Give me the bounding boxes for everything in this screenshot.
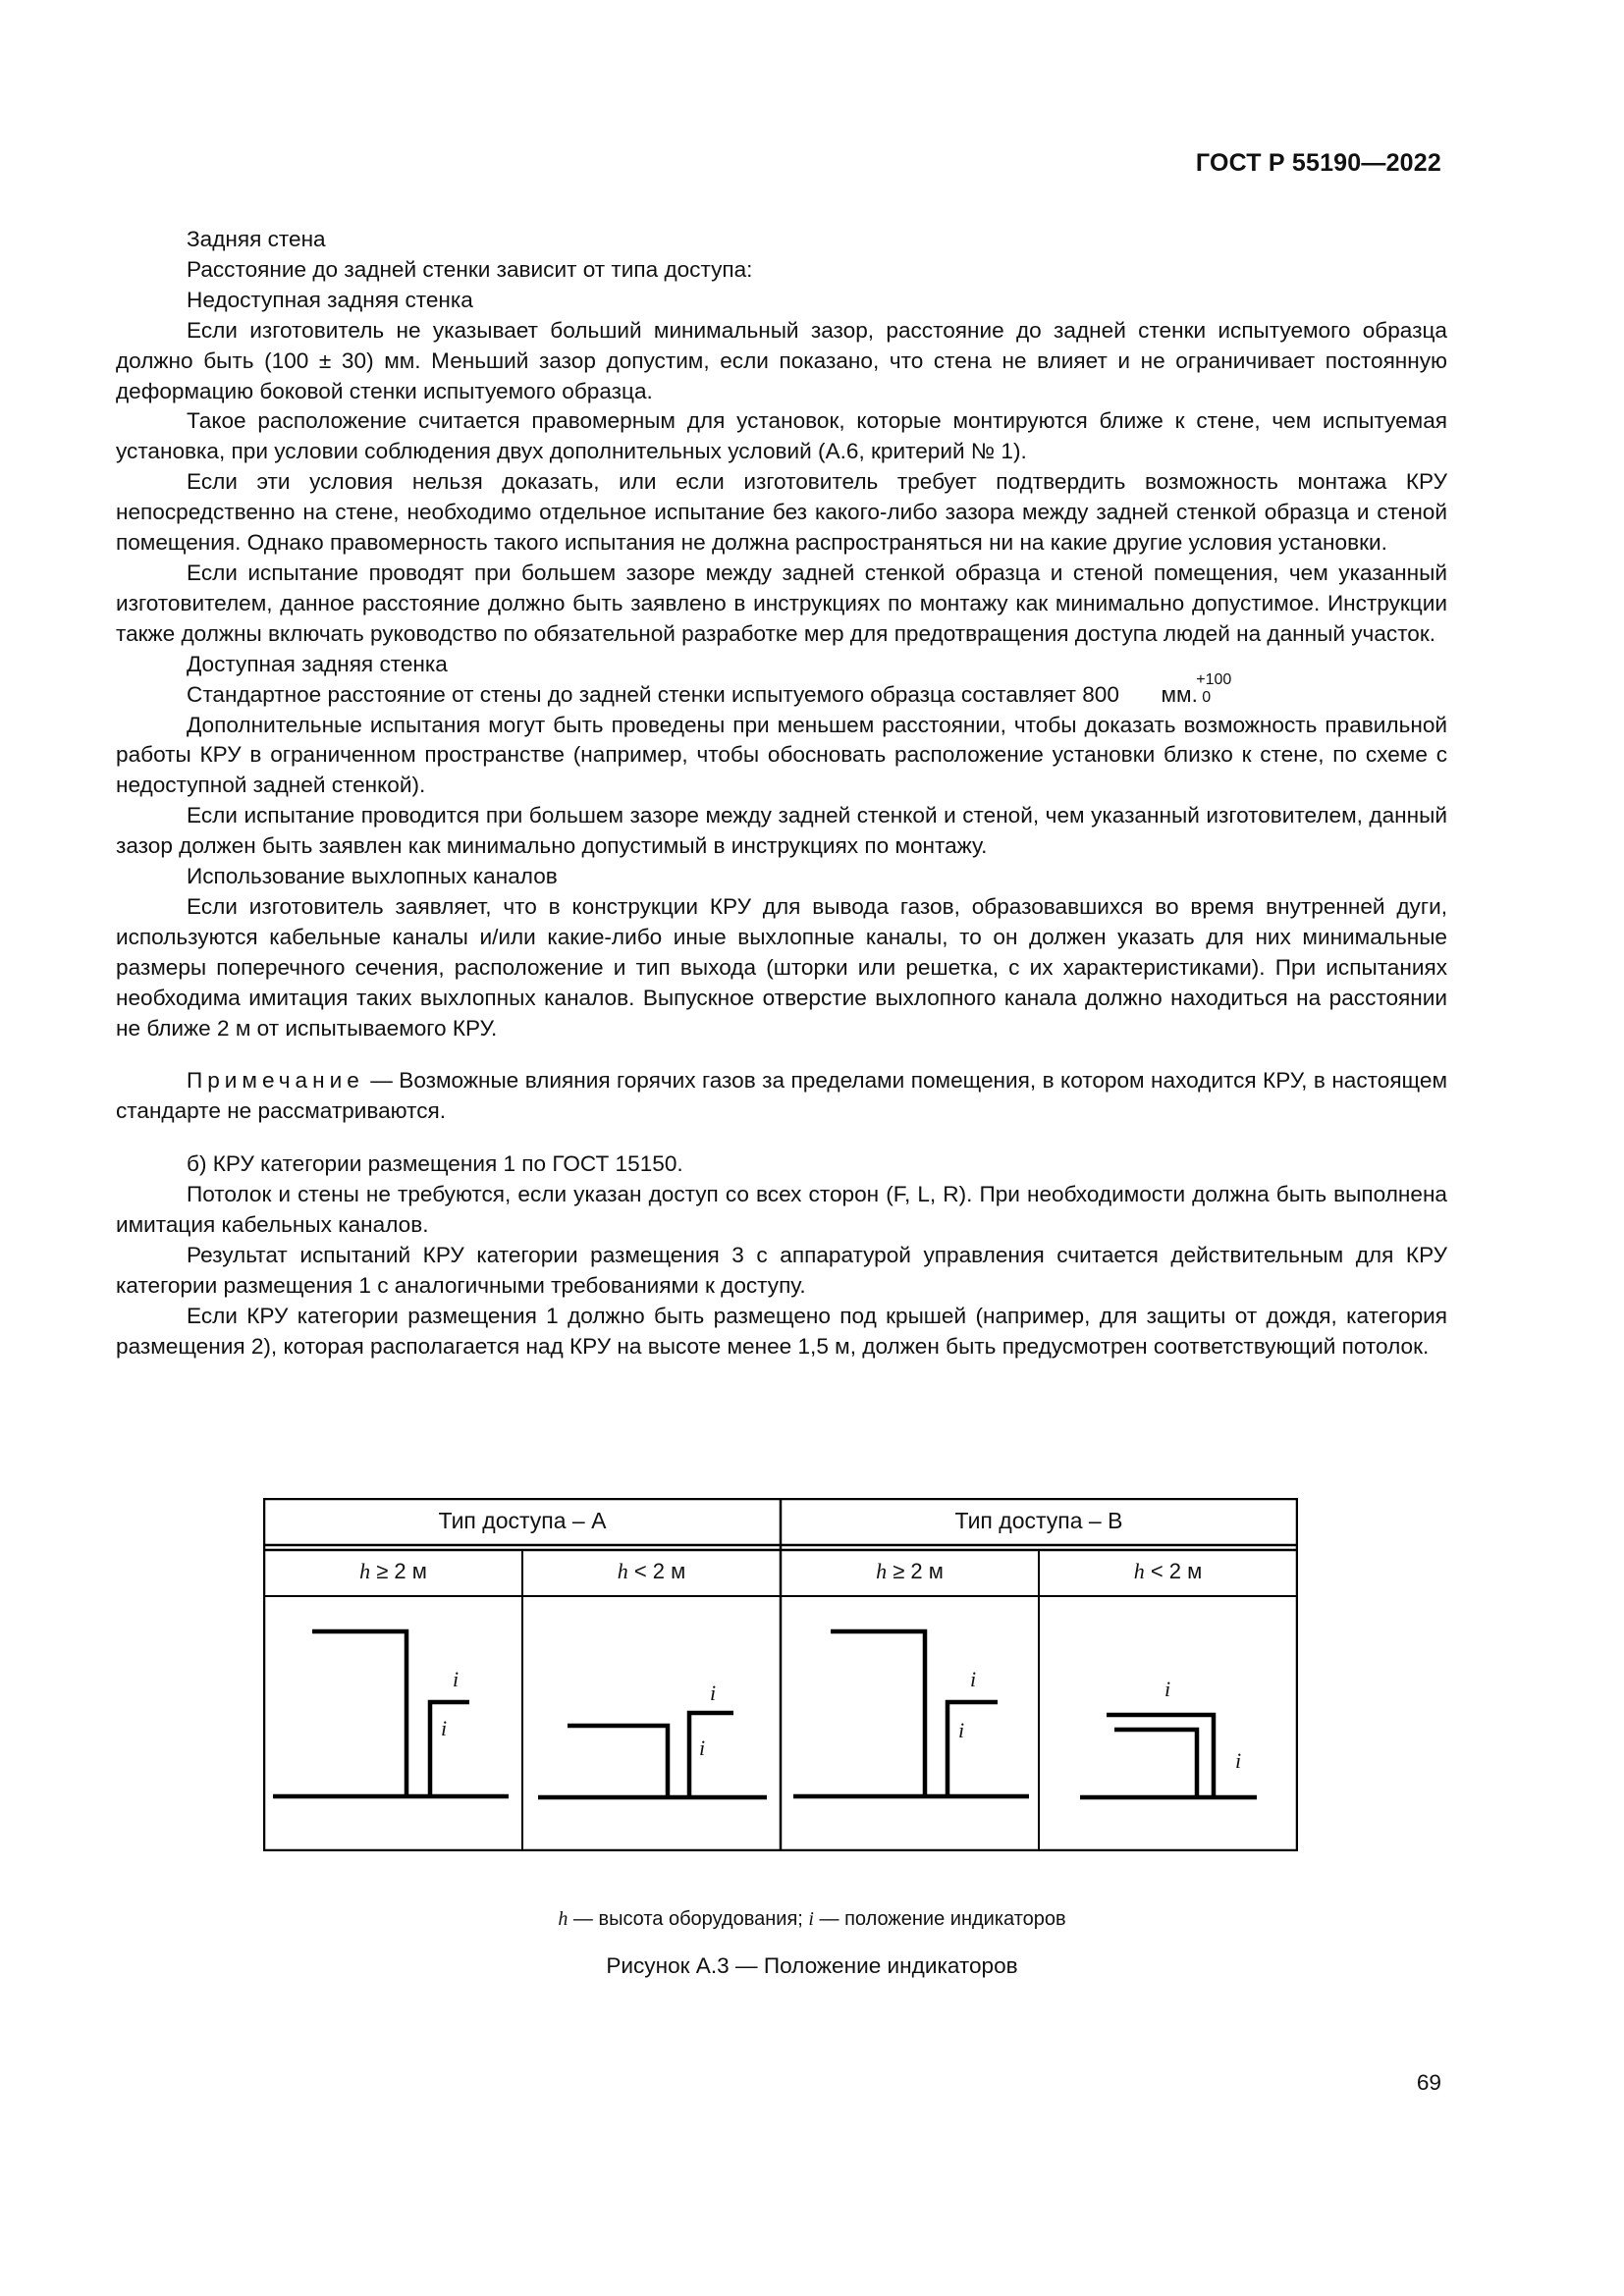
indicator-mount bbox=[430, 1702, 469, 1796]
paragraph: Такое расположение считается правомерным для установок, которые монтируются ближе к стене, чем испытуемая установка, при условии соблюдения двух дополнительных условий (А.6, критерий № 1). bbox=[116, 408, 1447, 464]
legend-i: i bbox=[808, 1908, 814, 1930]
paragraph: б) КРУ категории размещения 1 по ГОСТ 15150. bbox=[187, 1151, 683, 1177]
height-variable: h bbox=[359, 1559, 371, 1583]
equipment-outline bbox=[312, 1631, 406, 1796]
indicator-mount bbox=[947, 1702, 998, 1796]
tolerance-lower: 0 bbox=[1202, 688, 1212, 706]
indicator-label: i bbox=[970, 1667, 977, 1691]
figure-drawing bbox=[263, 1498, 1298, 1851]
paragraph: Если КРУ категории размещения 1 должно быть размещено под крышей (например, для защиты от дождя, категория размещения 2), которая располагается над КРУ на высоте менее 1,5 м, должен быть предусмотрен соответствующий потолок. bbox=[116, 1303, 1447, 1359]
equipment-outline bbox=[568, 1726, 668, 1797]
document-standard-number: ГОСТ Р 55190—2022 bbox=[1195, 149, 1441, 177]
figure-legend bbox=[0, 1908, 1624, 1931]
indicator-position-figure bbox=[263, 1498, 1298, 1851]
indicator-label: i bbox=[441, 1716, 448, 1740]
paragraph: Использование выхлопных каналов bbox=[187, 864, 558, 889]
access-type-a-header: Тип доступа – А bbox=[438, 1508, 607, 1533]
access-type-b-header: Тип доступа – В bbox=[954, 1508, 1123, 1533]
paragraph: Расстояние до задней стенки зависит от типа доступа: bbox=[187, 256, 753, 282]
paragraph: Если испытание проводится при большем зазоре между задней стенкой и стеной, чем указанный изготовителем, данный зазор должен быть заявлен как минимально допустимый в инструкциях по монтажу. bbox=[116, 803, 1447, 859]
indicator-label: i bbox=[453, 1667, 460, 1691]
standard-distance-text: Стандартное расстояние от стены до задней стенки испытуемого образца составляет 800 bbox=[187, 681, 1119, 707]
condition-text: < 2 м bbox=[1144, 1559, 1203, 1583]
indicator-label: i bbox=[1164, 1677, 1171, 1701]
paragraph: Доступная задняя стенка bbox=[187, 651, 448, 676]
paragraph: Недоступная задняя стенка bbox=[187, 287, 473, 312]
figure-caption: Рисунок А.3 — Положение индикаторов bbox=[606, 1953, 1018, 1978]
height-variable: h bbox=[617, 1559, 628, 1583]
paragraph-standard-distance bbox=[116, 670, 1447, 711]
indicator-label: i bbox=[699, 1735, 706, 1760]
paragraph: Если изготовитель не указывает больший минимальный зазор, расстояние до задней стенки испытуемого образца должно быть (100 ± 30) мм. Меньший зазор допустим, если показано, что стена не влияет и не ограничивает постоянную деформацию боковой стенки испытуемого образца. bbox=[116, 317, 1447, 403]
tolerance-upper: +100 bbox=[1196, 670, 1232, 688]
legend-text: — положение индикаторов bbox=[813, 1908, 1066, 1930]
legend-text: — высота оборудования; bbox=[568, 1908, 809, 1930]
paragraph: Результат испытаний КРУ категории размещения 3 с аппаратурой управления считается действительным для КРУ категории размещения 1 с аналогичными требованиями к доступу. bbox=[116, 1243, 1447, 1298]
indicator-label: i bbox=[710, 1681, 717, 1705]
paragraph: Задняя стена bbox=[187, 227, 326, 251]
paragraph: Потолок и стены не требуются, если указан доступ со всех сторон (F, L, R). При необходимости должна быть выполнена имитация кабельных каналов. bbox=[116, 1182, 1447, 1238]
height-variable: h bbox=[1133, 1559, 1145, 1583]
paragraph: Если эти условия нельзя доказать, или если изготовитель требует подтвердить возможность монтажа КРУ непосредственно на стене, необходимо отдельное испытание без какого-либо зазора между задней стенкой образца и стеной помещения. Однако правомерность такого испытания не должна распространяться ни на какие другие условия установки. bbox=[116, 469, 1447, 556]
condition-text: < 2 м bbox=[627, 1559, 686, 1583]
page-number: 69 bbox=[1416, 2070, 1441, 2095]
paragraph: Если изготовитель заявляет, что в конструкции КРУ для вывода газов, образовавшихся во время внутренней дуги, используются кабельные каналы и/или какие-либо иные выхлопные каналы, то он должен указать для них минимальные размеры поперечного сечения, расположение и тип выхода (шторки или решетка, с их характеристиками). При испытаниях необходима имитация таких выхлопных каналов. Выпускное отверстие выхлопного канала должно находиться на расстоянии не ближе 2 м от испытываемого КРУ. bbox=[116, 893, 1447, 1041]
equipment-outline bbox=[1114, 1730, 1197, 1797]
indicator-mount bbox=[689, 1713, 733, 1797]
indicator-label: i bbox=[1235, 1748, 1242, 1773]
standard-distance-unit: мм. bbox=[1161, 681, 1198, 707]
condition-text: ≥ 2 м bbox=[370, 1559, 427, 1583]
condition-a-ge bbox=[264, 1559, 522, 1584]
note-label: Примечание bbox=[187, 1068, 364, 1094]
legend-h: h bbox=[558, 1908, 568, 1930]
paragraph: Дополнительные испытания могут быть проведены при меньшем расстоянии, чтобы доказать возможность правильной работы КРУ в ограниченном пространстве (например, чтобы обосновать расположение установки близко к стене, по схеме с недоступной задней стенкой). bbox=[116, 712, 1447, 798]
condition-a-lt bbox=[522, 1559, 781, 1584]
condition-text: ≥ 2 м bbox=[887, 1559, 944, 1583]
condition-b-ge bbox=[781, 1559, 1039, 1584]
height-variable: h bbox=[876, 1559, 888, 1583]
note-text: — Возможные влияния горячих газов за пределами помещения, в котором находится КРУ, в настоящем стандарте не рассматриваются. bbox=[116, 1068, 1447, 1124]
indicator-label: i bbox=[958, 1718, 965, 1742]
condition-b-lt bbox=[1039, 1559, 1297, 1584]
paragraph: Если испытание проводят при большем зазоре между задней стенкой образца и стеной помещения, чем указанный изготовителем, данное расстояние должно быть заявлено в инструкциях по монтажу как минимально допустимое. Инструкции также должны включать руководство по обязательной разработке мер для предотвращения доступа людей на данный участок. bbox=[116, 560, 1447, 646]
equipment-outline bbox=[831, 1631, 925, 1796]
body-text bbox=[116, 225, 1447, 1362]
note bbox=[116, 1066, 1447, 1127]
